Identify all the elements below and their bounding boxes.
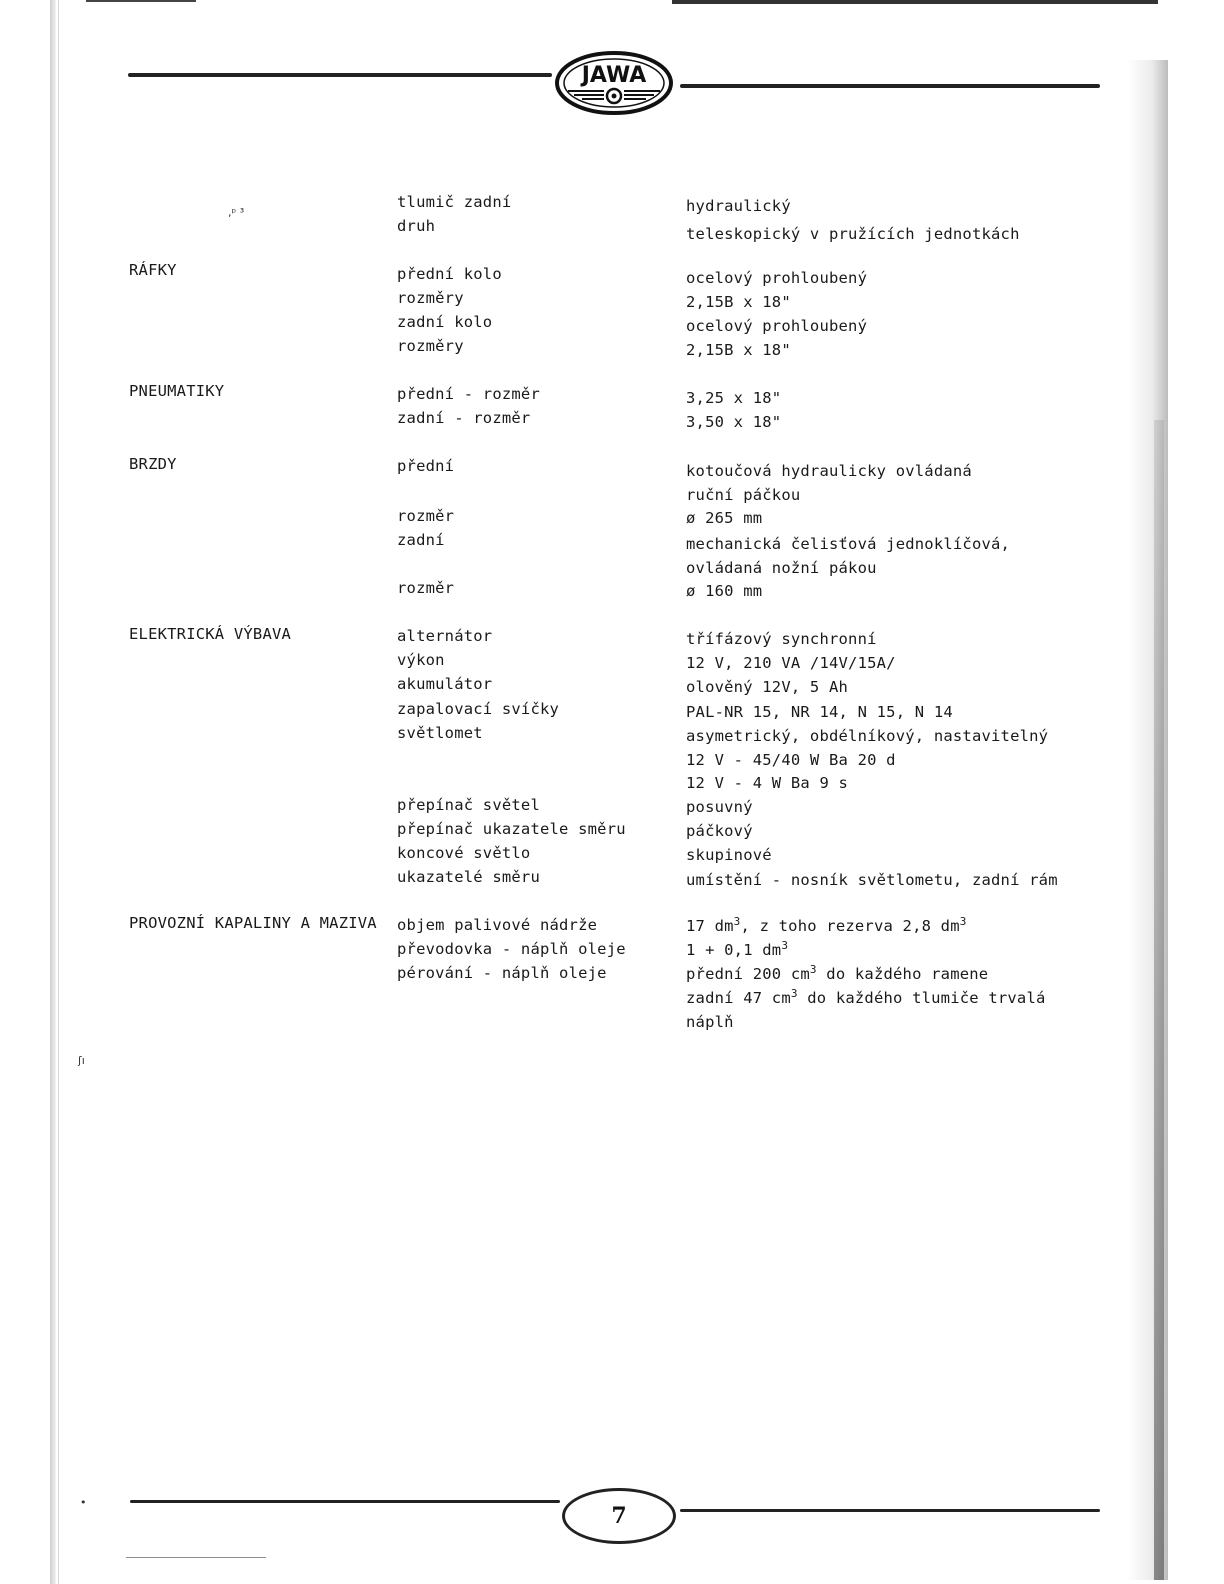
spec-label: zadní <box>397 531 445 549</box>
spec-label: výkon <box>397 651 445 669</box>
spec-label: rozměr <box>397 579 455 597</box>
spec-label: přepínač ukazatele směru <box>397 820 626 838</box>
spec-value: třífázový synchronní <box>686 630 877 648</box>
spec-label: rozměry <box>397 337 464 355</box>
spec-value: 2,15B x 18" <box>686 293 791 311</box>
spec-value: olověný 12V, 5 Ah <box>686 678 849 696</box>
spec-value: ruční páčkou <box>686 486 801 504</box>
spec-value: ocelový prohloubený <box>686 269 868 287</box>
spec-label: přepínač světel <box>397 796 540 814</box>
page-number-oval <box>562 1488 676 1544</box>
spec-label: zapalovací svíčky <box>397 700 560 718</box>
scan-edge-top <box>86 0 196 2</box>
spec-value: hydraulický <box>686 197 791 215</box>
section-heading: PROVOZNÍ KAPALINY A MAZIVA <box>129 914 377 932</box>
spec-value: 2,15B x 18" <box>686 341 791 359</box>
spec-value: posuvný <box>686 798 753 816</box>
spec-label: pérování - náplň oleje <box>397 964 607 982</box>
spec-value: ø 160 mm <box>686 582 763 600</box>
page-number: 7 <box>611 1503 627 1529</box>
scan-speck: • <box>80 1496 87 1509</box>
spec-label: přední - rozměr <box>397 385 540 403</box>
spec-value-fuel-tank: 17 $dm^3$, z toho rezerva 2,8 $dm^3$ <box>686 915 967 935</box>
spec-label: ukazatelé směru <box>397 868 540 886</box>
spec-label: akumulátor <box>397 675 493 693</box>
scan-speck: ,ᵖ ³ <box>228 206 245 219</box>
spec-value: ø 265 mm <box>686 509 763 527</box>
spec-label: převodovka - náplň oleje <box>397 940 626 958</box>
spec-label: alternátor <box>397 627 493 645</box>
spec-value-front-fork-oil: přední 200 $cm^3$ do každého ramene <box>686 963 989 983</box>
spec-value: 12 V - 45/40 W Ba 20 d <box>686 751 896 769</box>
scan-shadow-right <box>1154 420 1164 1580</box>
spec-value: 3,25 x 18" <box>686 389 782 407</box>
section-heading: PNEUMATIKY <box>129 382 225 400</box>
scan-edge-left <box>50 0 56 1584</box>
spec-value: asymetrický, obdélníkový, nastavitelný <box>686 727 1049 745</box>
footer-rule-right <box>680 1509 1100 1512</box>
spec-value: 3,50 x 18" <box>686 413 782 431</box>
spec-label: koncové světlo <box>397 844 531 862</box>
spec-label: tlumič zadní <box>397 193 512 211</box>
scan-edge-bottom <box>126 1557 266 1558</box>
scan-edge-left-line <box>58 0 59 1584</box>
jawa-logo-text: JAWA <box>581 63 647 88</box>
spec-label: rozměry <box>397 289 464 307</box>
spec-value-rear-damper-oil: zadní 47 $cm^3$ do každého tlumiče trvalá <box>686 987 1046 1007</box>
spec-value: teleskopický v pružících jednotkách <box>686 225 1020 243</box>
spec-value: skupinové <box>686 846 772 864</box>
footer-rule-left <box>130 1500 560 1503</box>
spec-label: přední kolo <box>397 265 502 283</box>
spec-label: druh <box>397 217 436 235</box>
spec-value: ovládaná nožní pákou <box>686 559 877 577</box>
section-heading: BRZDY <box>129 455 177 473</box>
spec-label: zadní - rozměr <box>397 409 531 427</box>
spec-label: rozměr <box>397 507 455 525</box>
spec-label: objem palivové nádrže <box>397 916 598 934</box>
section-heading: RÁFKY <box>129 261 177 279</box>
spec-value: páčkový <box>686 822 753 840</box>
spec-value: PAL-NR 15, NR 14, N 15, N 14 <box>686 703 953 721</box>
scan-speck: ʃı <box>78 1054 85 1067</box>
header-rule-left <box>128 73 552 77</box>
section-heading: ELEKTRICKÁ VÝBAVA <box>129 625 292 643</box>
scan-edge-top-right <box>672 0 1158 4</box>
spec-label: zadní kolo <box>397 313 493 331</box>
spec-value: náplň <box>686 1013 734 1031</box>
spec-value: mechanická čelisťová jednoklíčová, <box>686 535 1011 553</box>
spec-value-gearbox-oil: 1 + 0,1 $dm^3$ <box>686 939 789 959</box>
jawa-logo <box>554 50 674 116</box>
spec-value: ocelový prohloubený <box>686 317 868 335</box>
spec-value: 12 V, 210 VA /14V/15A/ <box>686 654 896 672</box>
spec-value: umístění - nosník světlometu, zadní rám <box>686 871 1058 889</box>
spec-value: kotoučová hydraulicky ovládaná <box>686 462 972 480</box>
spec-value: 12 V - 4 W Ba 9 s <box>686 774 849 792</box>
spec-label: přední <box>397 457 455 475</box>
spec-label: světlomet <box>397 724 483 742</box>
header-rule-right <box>680 84 1100 88</box>
